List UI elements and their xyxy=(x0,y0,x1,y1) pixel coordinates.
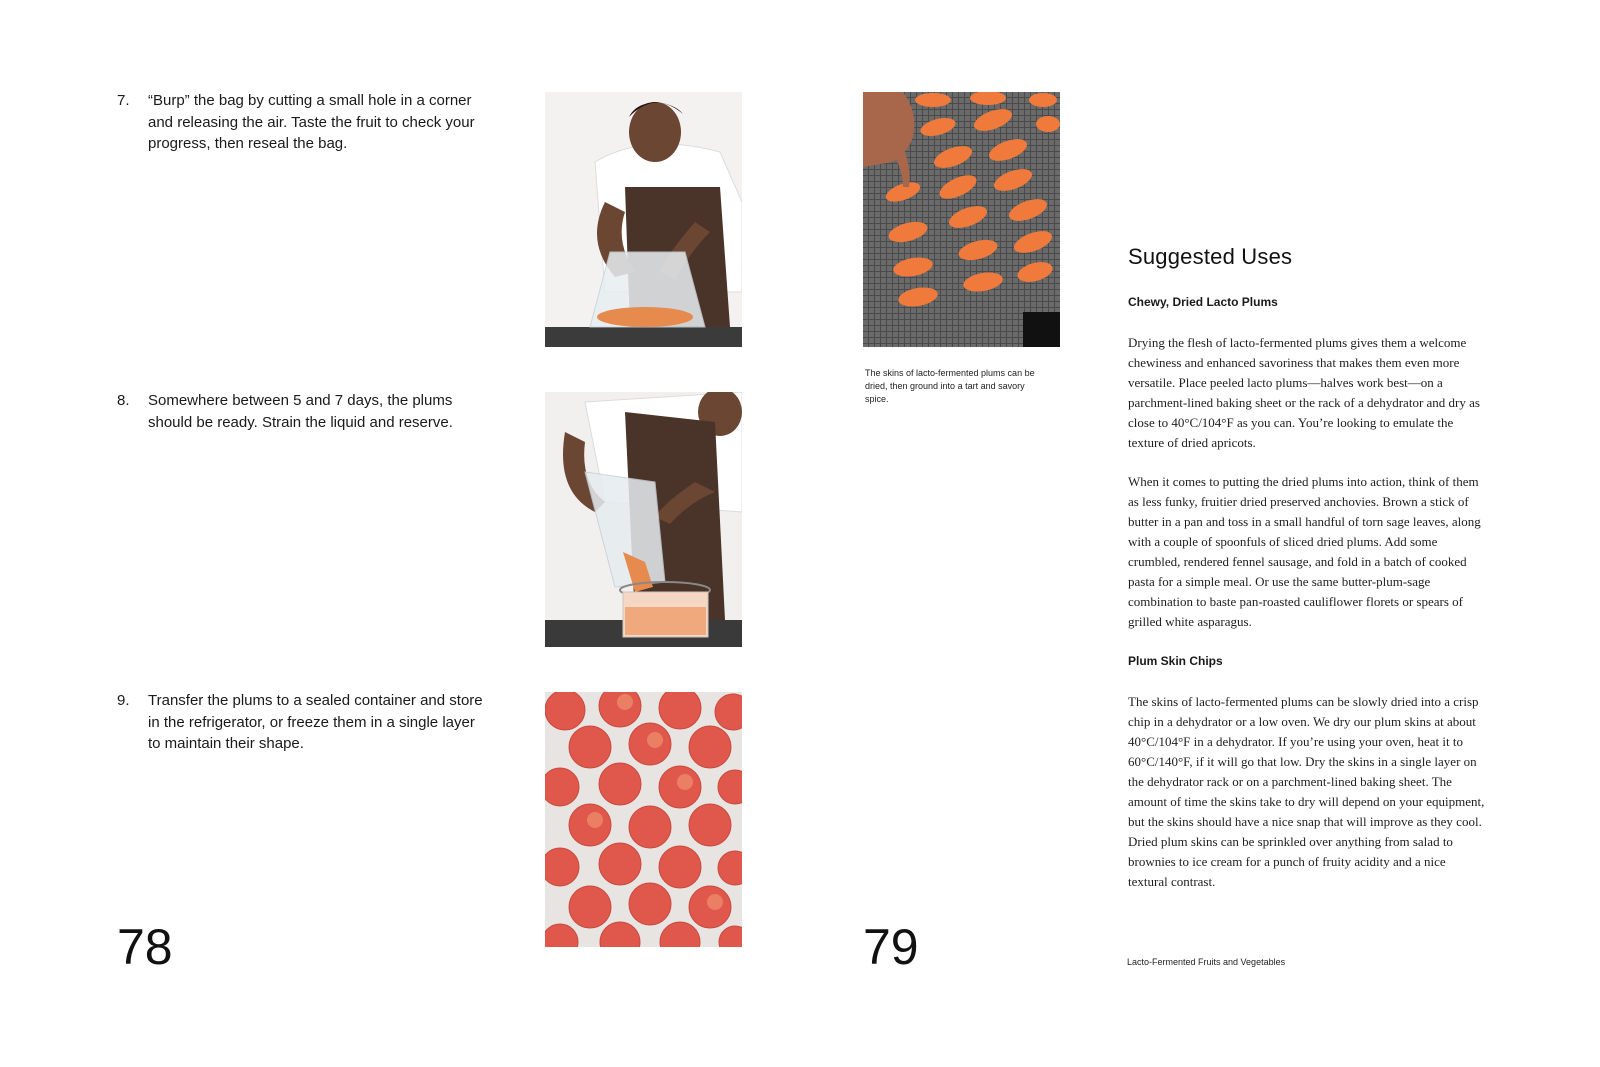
photo-dehydrator-skins xyxy=(863,92,1060,347)
step-9 xyxy=(117,690,487,755)
step-number: 9. xyxy=(117,692,130,709)
page-number-78: 78 xyxy=(117,919,173,975)
paragraph: Drying the flesh of lacto-fermented plums gives them a welcome chewiness and enhanced savoriness that makes them even more versatile. Place peeled lacto plums—halves work best—on a parchment-lined baking sheet or the rack of a dehydrator and dry as close to 40°C/104°F as you can. You’re looking to emulate the texture of dried apricots. xyxy=(1128,335,1480,450)
paragraph: When it comes to putting the dried plums into action, think of them as less funky, fruitier dried preserved anchovies. Brown a stick of butter in a pan and toss in a small handful of torn sage leaves, along with a couple of spoonfuls of sliced dried plums. Add some crumbled, rendered fennel sausage, and fold in a batch of cooked pasta for a simple meal. Or use the same butter-plum-sage combination to baste pan-roasted cauliflower florets or spears of grilled white asparagus. xyxy=(1128,474,1481,629)
subhead-plum-skin-chips: Plum Skin Chips xyxy=(1128,654,1223,668)
dehydrator-rack-illustration xyxy=(863,92,1060,347)
paragraph: The skins of lacto-fermented plums can be slowly dried into a crisp chip in a dehydrator or a low oven. We dry our plum skins at about 40°C/104°F in a dehydrator. If you’re using your oven, heat it to 60°C/140°F, if it will go that low. Dry the skins in a single layer on the dehydrator rack or on a parchment-lined baking sheet. The amount of time the skins take to dry will depend on your equipment, but the skins should have a nice snap that will improve as they cool. Dried plum skins can be sprinkled over anything from salad to brownies to ice cream for a punch of fruity acidity and a nice textural contrast. xyxy=(1128,694,1485,889)
straining-illustration xyxy=(545,392,742,647)
photo-caption: The skins of lacto-fermented plums can be dried, then ground into a tart and savory spice. xyxy=(865,368,1035,404)
photo-plum-grid xyxy=(545,692,742,947)
step-text: Somewhere between 5 and 7 days, the plums should be ready. Strain the liquid and reserve. xyxy=(148,392,453,431)
step-number: 7. xyxy=(117,92,130,109)
step-8 xyxy=(117,390,487,433)
plums-on-tray-illustration xyxy=(545,692,742,947)
right-page xyxy=(800,0,1600,1067)
photo-burp-bag xyxy=(545,92,742,347)
page-number-79: 79 xyxy=(863,919,919,975)
step-number: 8. xyxy=(117,392,130,409)
step-text: Transfer the plums to a sealed container and store in the refrigerator, or freeze them in a single layer to maintain their shape. xyxy=(148,692,483,752)
running-footer: Lacto-Fermented Fruits and Vegetables xyxy=(1127,957,1286,967)
chef-with-bag-illustration xyxy=(545,92,742,347)
subhead-chewy-dried: Chewy, Dried Lacto Plums xyxy=(1128,295,1278,309)
section-title: Suggested Uses xyxy=(1128,244,1293,269)
step-7 xyxy=(117,90,487,155)
step-text: “Burp” the bag by cutting a small hole in a corner and releasing the air. Taste the fruit to check your progress, then reseal the bag. xyxy=(148,92,475,152)
photo-strain-plums xyxy=(545,392,742,647)
